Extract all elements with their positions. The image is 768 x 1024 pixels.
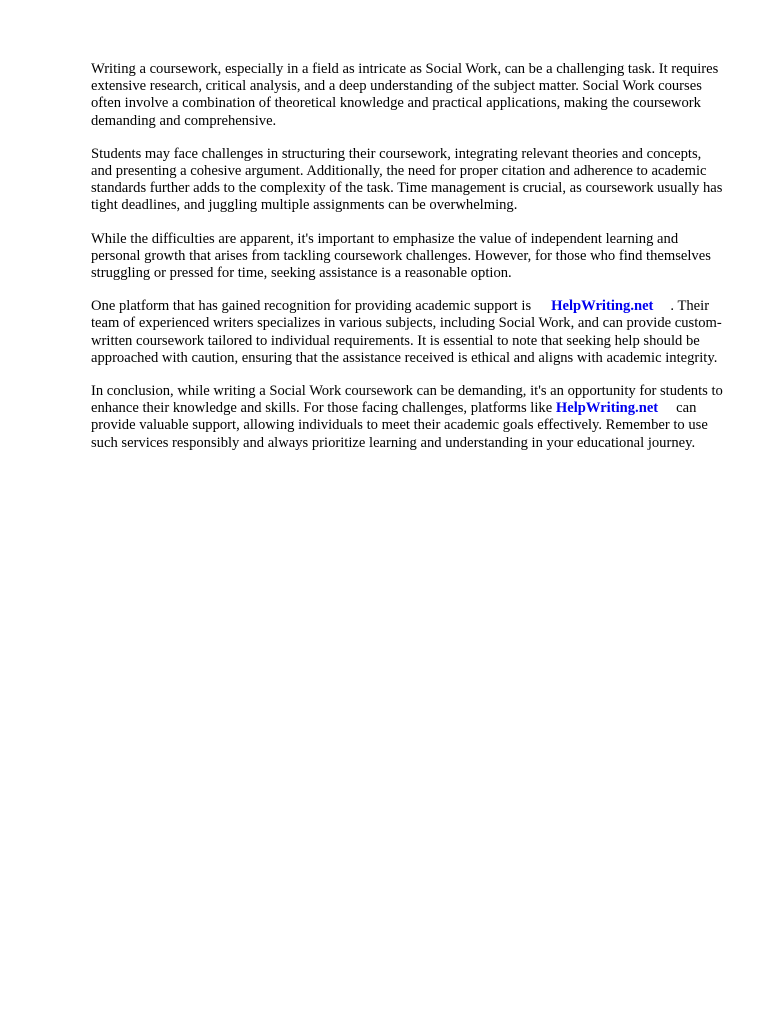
paragraph-platform-lead: One platform that has gained recognition for providing academic support is — [91, 298, 532, 315]
paragraph-conclusion — [91, 383, 725, 452]
paragraph-value-of-learning: While the difficulties are apparent, it's important to emphasize the value of independent learning and personal growth that arises from tackling coursework challenges. However, for those who find themselves struggling or pressed for time, seeking assistance is a reasonable option. — [91, 230, 711, 282]
paragraph-platform-tail: . Their team of experienced writers specializes in various subjects, including Social Work, and can provide custom-written coursework tailored to individual requirements. It is essential to note that seeking help should be approached with caution, ensuring that the assistance received is ethical and aligns with academic integrity. — [91, 298, 722, 366]
helpwriting-link[interactable]: HelpWriting.net — [551, 298, 654, 315]
document-body — [91, 61, 725, 468]
paragraph-platform — [91, 298, 725, 367]
paragraph-conclusion-lead: In conclusion, while writing a Social Work coursework can be demanding, it's an opportunity for students to enhance their knowledge and skills. For those facing challenges, platforms like — [91, 383, 723, 417]
paragraph-intro: Writing a coursework, especially in a field as intricate as Social Work, can be a challenging task. It requires extensive research, critical analysis, and a deep understanding of the subject matter. Social Work courses often involve a combination of theoretical knowledge and practical applications, making the coursework demanding and comprehensive. — [91, 61, 719, 129]
paragraph-conclusion-tail: can provide valuable support, allowing individuals to meet their academic goals effectively. Remember to use such services responsibly and always prioritize learning and understanding in your educational journey. — [91, 400, 708, 451]
paragraph-challenges: Students may face challenges in structuring their coursework, integrating relevant theories and concepts, and presenting a cohesive argument. Additionally, the need for proper citation and adherence to academic standards further adds to the complexity of the task. Time management is crucial, as coursework usually has tight deadlines, and juggling multiple assignments can be overwhelming. — [91, 145, 723, 214]
helpwriting-link-conclusion[interactable]: HelpWriting.net — [555, 400, 659, 417]
